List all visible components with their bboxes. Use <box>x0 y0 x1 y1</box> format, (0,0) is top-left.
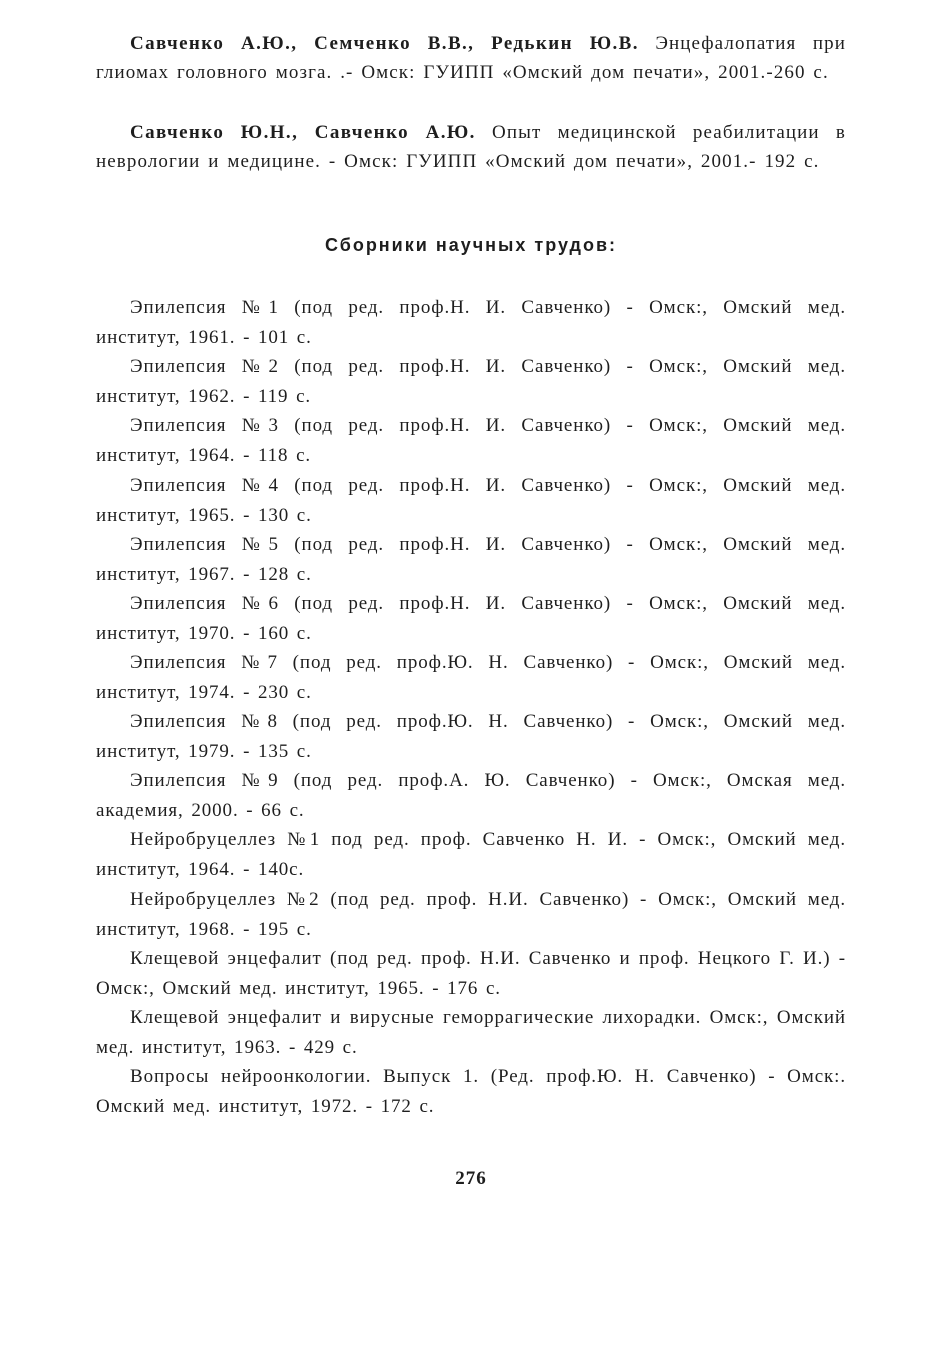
collection-12 <box>96 944 846 1003</box>
collection-6-text: Эпилепсия №6 (под ред. проф.Н. И. Савченко) - Омск:, Омский мед. институт, 1970. - 160 с. <box>96 593 846 644</box>
collection-4 <box>96 471 846 530</box>
collection-1 <box>96 293 846 352</box>
collection-7 <box>96 648 846 707</box>
reference-1-text: Энцефалопатия при глиомах головного мозга. .- Омск: ГУИПП «Омский дом печати», 2001.-260 с. <box>96 33 846 83</box>
collection-13 <box>96 1003 846 1062</box>
collection-6 <box>96 589 846 648</box>
reference-1-authors: Савченко А.Ю., Семченко В.В., Редькин Ю.В. <box>130 33 639 54</box>
reference-2 <box>96 118 846 176</box>
section-heading: Сборники научных трудов: <box>324 235 618 255</box>
reference-1 <box>96 29 846 87</box>
collection-8 <box>96 707 846 766</box>
collection-9 <box>96 766 846 825</box>
page-number: 276 <box>455 1168 487 1189</box>
collection-1-text: Эпилепсия №1 (под ред. проф.Н. И. Савченко) - Омск:, Омский мед. институт, 1961. - 101 с. <box>96 297 846 348</box>
collection-14-text: Вопросы нейроонкологии. Выпуск 1. (Ред. проф.Ю. Н. Савченко) - Омск:. Омский мед. институт, 1972. - 172 с. <box>96 1066 846 1117</box>
collection-11 <box>96 885 846 944</box>
collection-5-text: Эпилепсия №5 (под ред. проф.Н. И. Савченко) - Омск:, Омский мед. институт, 1967. - 128 с. <box>96 534 846 585</box>
collection-14 <box>96 1062 846 1121</box>
collection-10 <box>96 825 846 884</box>
collection-8-text: Эпилепсия №8 (под ред. проф.Ю. Н. Савченко) - Омск:, Омский мед. институт, 1979. - 135 с. <box>96 711 846 762</box>
collection-3-text: Эпилепсия №3 (под ред. проф.Н. И. Савченко) - Омск:, Омский мед. институт, 1964. - 118 с. <box>96 415 846 466</box>
collection-12-text: Клещевой энцефалит (под ред. проф. Н.И. Савченко и проф. Нецкого Г. И.) - Омск:, Омский мед. институт, 1965. - 176 с. <box>96 948 846 999</box>
collection-2-text: Эпилепсия №2 (под ред. проф.Н. И. Савченко) - Омск:, Омский мед. институт, 1962. - 119 с. <box>96 356 846 407</box>
collection-11-text: Нейробруцеллез №2 (под ред. проф. Н.И. Савченко) - Омск:, Омский мед. институт, 1968. - 195 с. <box>96 889 846 940</box>
collection-5 <box>96 530 846 589</box>
collection-10-text: Нейробруцеллез №1 под ред. проф. Савченко Н. И. - Омск:, Омский мед. институт, 1964. - 140с. <box>96 829 846 880</box>
collection-2 <box>96 352 846 411</box>
collection-9-text: Эпилепсия №9 (под ред. проф.А. Ю. Савченко) - Омск:, Омская мед. академия, 2000. - 66 с. <box>96 770 846 821</box>
reference-2-text: Опыт медицинской реабилитации в неврологии и медицине. - Омск: ГУИПП «Омский дом печати», 2001.- 192 с. <box>96 122 846 172</box>
collection-7-text: Эпилепсия №7 (под ред. проф.Ю. Н. Савченко) - Омск:, Омский мед. институт, 1974. - 230 с. <box>96 652 846 703</box>
collection-13-text: Клещевой энцефалит и вирусные геморрагические лихорадки. Омск:, Омский мед. институт, 1963. - 429 с. <box>96 1007 846 1058</box>
collection-4-text: Эпилепсия №4 (под ред. проф.Н. И. Савченко) - Омск:, Омский мед. институт, 1965. - 130 с. <box>96 475 846 526</box>
reference-2-authors: Савченко Ю.Н., Савченко А.Ю. <box>130 122 476 143</box>
collection-3 <box>96 411 846 470</box>
